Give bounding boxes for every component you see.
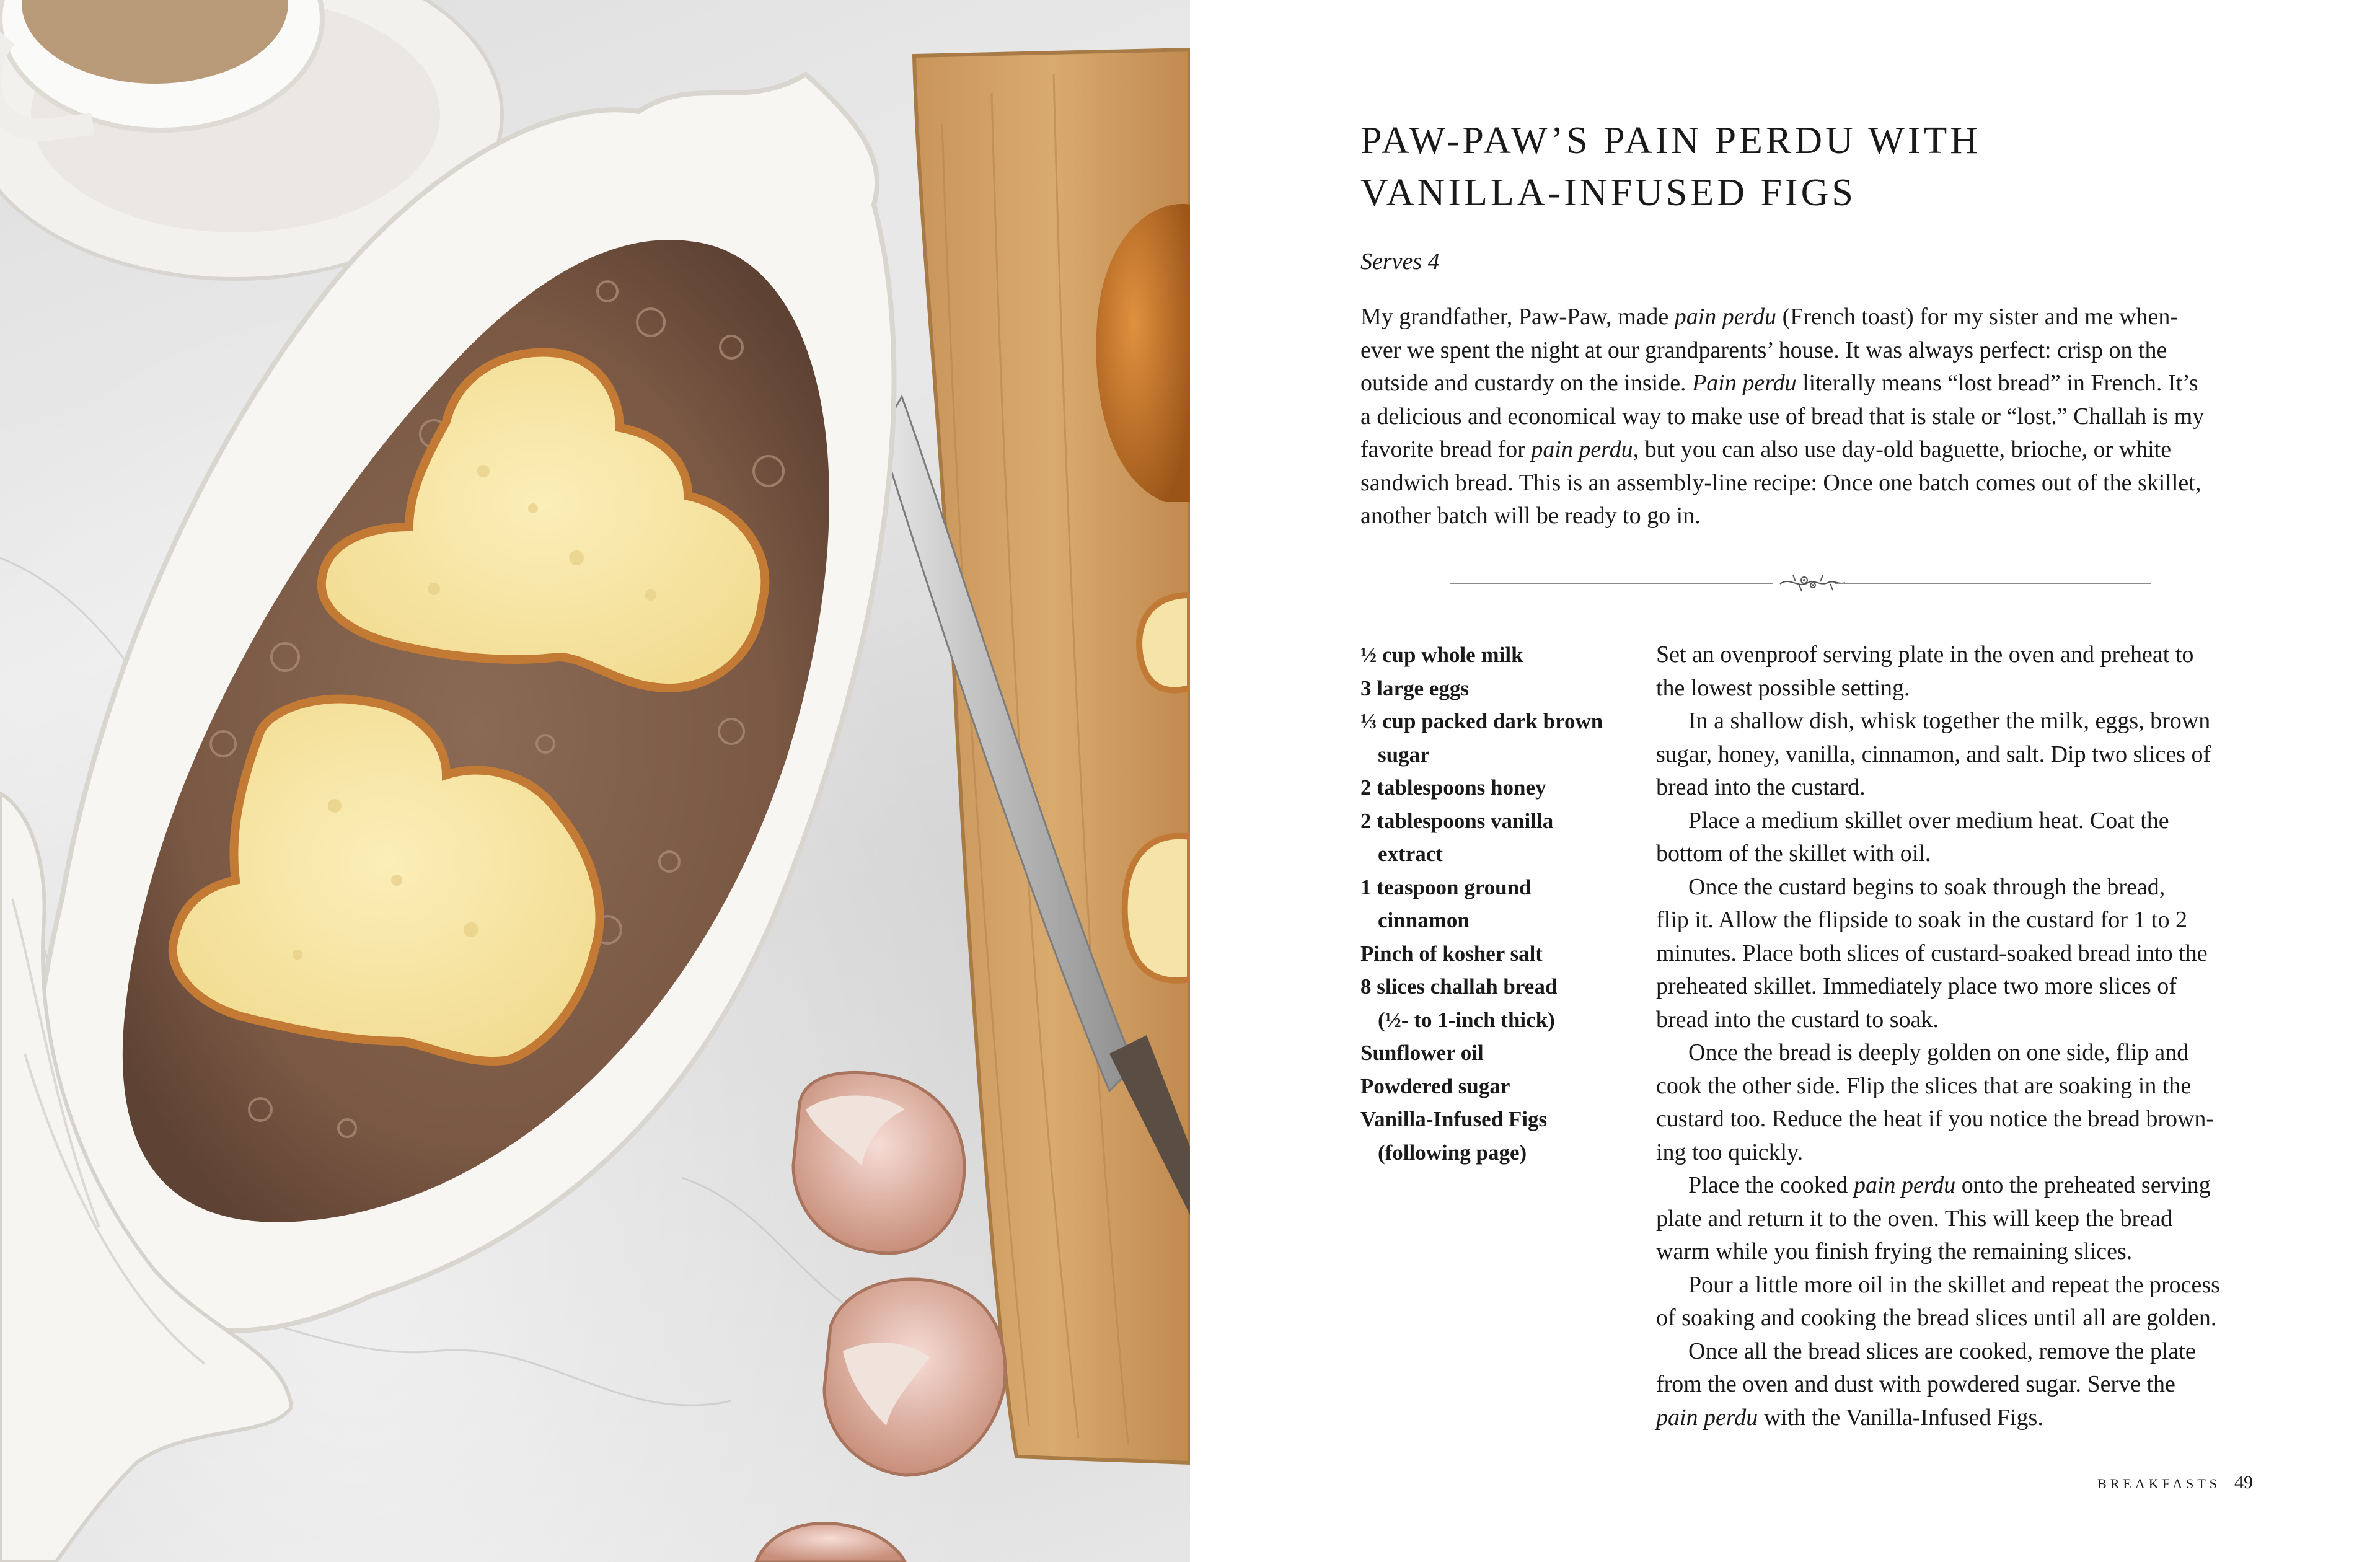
ingredient-item — [1360, 970, 1646, 1036]
ingredients-list — [1360, 638, 1646, 1169]
method-line: Place the cooked pain perdu onto the preheated serving — [1688, 1172, 2211, 1198]
method-line: Pour a little more oil in the skillet and repeat the process — [1688, 1271, 2220, 1298]
recipe-page — [1190, 0, 2380, 1562]
method-line: Set an ovenproof serving plate in the oven and preheat to — [1656, 642, 2194, 668]
divider-rule — [1835, 583, 2151, 584]
intro-line: sandwich bread. This is an assembly-line recipe: Once one batch comes out of the skillet, — [1360, 469, 2202, 496]
ingredient-line: 2 tablespoons vanilla — [1360, 808, 1554, 833]
title-line: VANILLA-INFUSED FIGS — [1360, 172, 1856, 214]
ingredient-item — [1360, 1070, 1646, 1103]
method-line: plate and return it to the oven. This will keep the bread — [1656, 1205, 2172, 1232]
intro-line: a delicious and economical way to make use of bread that is stale or “lost.” Challah is my — [1360, 403, 2205, 430]
method-line: from the oven and dust with powdered sugar. Serve the — [1656, 1371, 2175, 1397]
intro-line: favorite bread for pain perdu, but you can also use day-old baguette, brioche, or white — [1360, 436, 2172, 462]
method-line: sugar, honey, vanilla, cinnamon, and salt. Dip two slices of — [1656, 741, 2211, 767]
recipe-title — [1360, 115, 2228, 219]
ingredient-line: 2 tablespoons honey — [1360, 775, 1546, 800]
ingredient-continuation: (½- to 1-inch thick) — [1378, 1007, 1555, 1032]
ingredient-item — [1360, 937, 1646, 971]
intro-line: outside and custardy on the inside. Pain perdu literally means “lost bread” in French. It’s — [1360, 370, 2198, 396]
intro-line: another batch will be ready to go in. — [1360, 503, 1701, 529]
italic-term: pain perdu — [1853, 1172, 1956, 1198]
ingredient-line: ⅓ cup packed dark brown — [1360, 709, 1603, 733]
ingredient-item — [1360, 1036, 1646, 1070]
page-footer — [2097, 1472, 2253, 1493]
ingredient-line: 1 teaspoon ground — [1360, 875, 1532, 899]
method-step — [1656, 871, 2245, 1037]
method-line: Once the bread is deeply golden on one side, flip and — [1688, 1039, 2189, 1066]
method-step — [1656, 1269, 2245, 1335]
eggshell-icon — [824, 1279, 1005, 1475]
method-line: the lowest possible setting. — [1656, 674, 1910, 701]
italic-term: pain perdu — [1674, 304, 1777, 330]
eggshell-icon — [793, 1072, 964, 1253]
italic-term: pain perdu — [1656, 1404, 1758, 1431]
method-line: cook the other side. Flip the slices that are soaking in the — [1656, 1072, 2192, 1099]
ingredient-item — [1360, 672, 1646, 705]
eggshell-icon — [756, 1524, 905, 1562]
method-line: In a shallow dish, whisk together the milk, eggs, brown — [1688, 708, 2211, 734]
method-line: of soaking and cooking the bread slices until all are golden. — [1656, 1305, 2217, 1331]
section-name: BREAKFASTS — [2097, 1476, 2221, 1491]
method-line: bread into the custard to soak. — [1656, 1006, 1939, 1033]
ingredient-continuation: sugar — [1378, 742, 1430, 767]
intro-paragraph — [1360, 301, 2228, 533]
intro-line: ever we spent the night at our grandparents’ house. It was always perfect: crisp on the — [1360, 337, 2167, 363]
ingredient-continuation: cinnamon — [1378, 908, 1470, 932]
ingredient-line: Sunflower oil — [1360, 1041, 1484, 1065]
intro-line: My grandfather, Paw-Paw, made pain perdu (French toast) for my sister and me when- — [1360, 304, 2178, 330]
method-line: preheated skillet. Immediately place two more slices of — [1656, 973, 2177, 999]
italic-term: Pain perdu — [1692, 370, 1797, 396]
method-step — [1656, 1036, 2245, 1169]
divider-rule — [1450, 583, 1773, 584]
method-step — [1656, 705, 2245, 805]
ingredient-line: 8 slices challah bread — [1360, 974, 1558, 999]
serves-note: Serves 4 — [1360, 249, 1440, 275]
ornamental-divider — [1450, 570, 2151, 595]
ingredient-line: Powdered sugar — [1360, 1074, 1510, 1098]
ingredient-item — [1360, 705, 1646, 771]
ingredient-item — [1360, 1103, 1646, 1169]
ingredient-line: 3 large eggs — [1360, 676, 1469, 700]
method-line: flip it. Allow the flipside to soak in the custard for 1 to 2 — [1656, 907, 2187, 933]
method-step — [1656, 1169, 2245, 1269]
ingredient-item — [1360, 638, 1646, 672]
method-line: pain perdu with the Vanilla-Infused Figs. — [1656, 1404, 2043, 1431]
ingredient-item — [1360, 771, 1646, 805]
ingredient-line: Vanilla-Infused Figs — [1360, 1107, 1548, 1131]
method-line: ing too quickly. — [1656, 1139, 1804, 1165]
ingredient-line: Pinch of kosher salt — [1360, 941, 1543, 966]
method-line: warm while you finish frying the remaining slices. — [1656, 1238, 2133, 1264]
method-line: Place a medium skillet over medium heat. Coat the — [1688, 807, 2169, 834]
method-step — [1656, 638, 2245, 705]
ingredient-item — [1360, 805, 1646, 871]
method-line: Once all the bread slices are cooked, remove the plate — [1688, 1338, 2196, 1364]
italic-term: pain perdu — [1531, 436, 1633, 462]
method-step — [1656, 1335, 2245, 1435]
method-steps — [1656, 638, 2245, 1434]
method-step — [1656, 805, 2245, 871]
method-line: bread into the custard. — [1656, 774, 1866, 800]
ingredient-continuation: extract — [1378, 842, 1443, 866]
method-line: minutes. Place both slices of custard-soaked bread into the — [1656, 940, 2208, 966]
ingredient-item — [1360, 871, 1646, 937]
method-line: Once the custard begins to soak through the bread, — [1688, 873, 2166, 900]
method-line: custard too. Reduce the heat if you notice the bread brown- — [1656, 1106, 2215, 1132]
ingredient-continuation: (following page) — [1378, 1140, 1527, 1165]
page-number: 49 — [2234, 1472, 2253, 1493]
ingredient-line: ½ cup whole milk — [1360, 643, 1523, 667]
method-line: bottom of the skillet with oil. — [1656, 841, 1931, 867]
title-line: PAW-PAW’S PAIN PERDU WITH — [1360, 120, 1981, 162]
